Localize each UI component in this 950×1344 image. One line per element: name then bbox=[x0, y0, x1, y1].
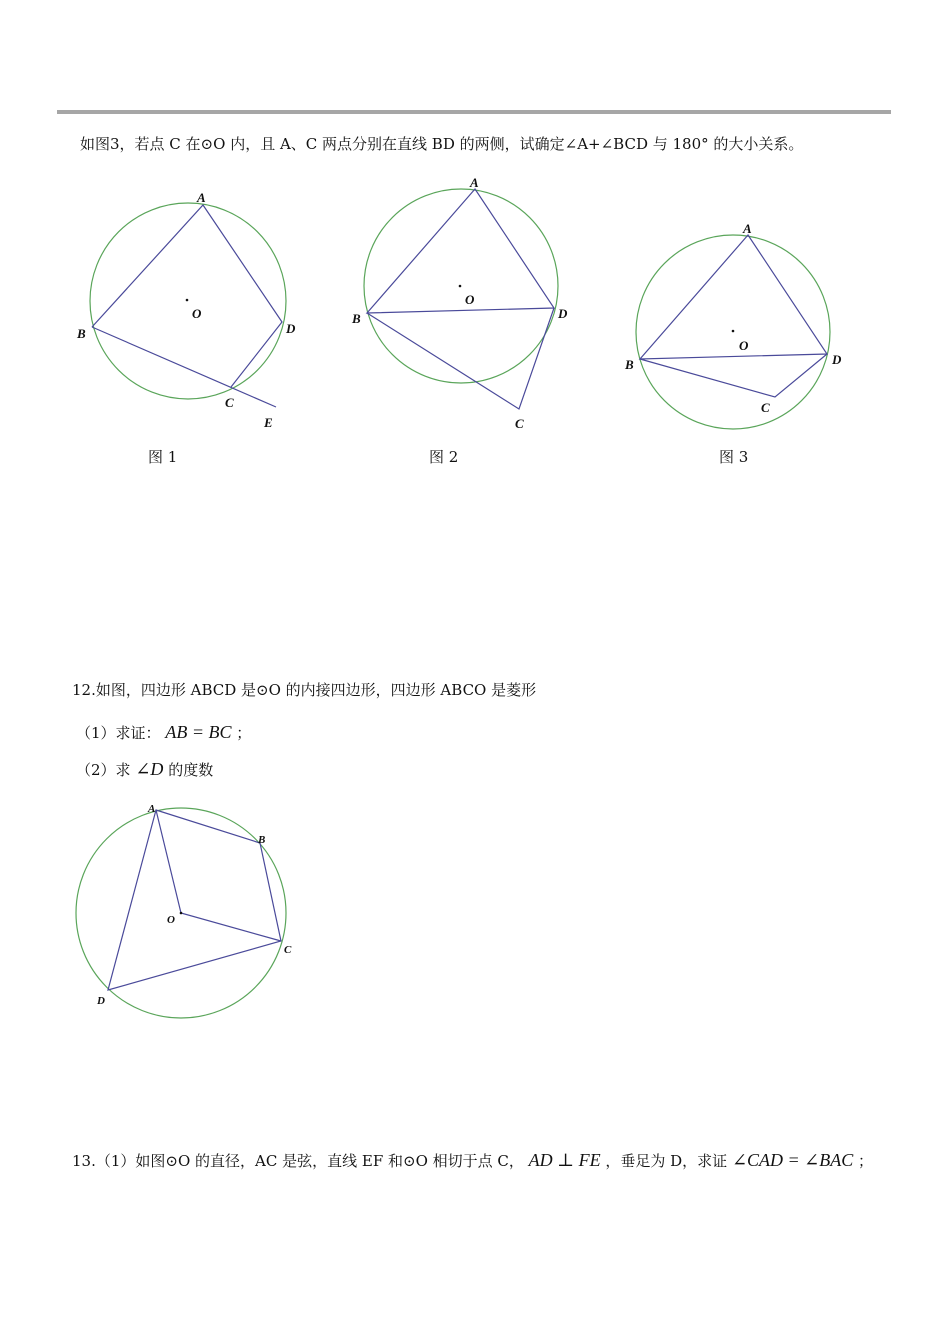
fig12-quad-abcd bbox=[108, 810, 281, 990]
fig1-label-a: A bbox=[197, 190, 206, 205]
q13-part1-a: 13.（1）如图⊙O 的直径，AC 是弦，直线 EF 和⊙O 相切于点 C， bbox=[72, 1152, 524, 1170]
fig12-label-a: A bbox=[148, 803, 156, 815]
fig3-label-c: C bbox=[761, 400, 770, 415]
q12-part2-prefix: （2）求 bbox=[76, 761, 131, 779]
q13-part1 bbox=[72, 1150, 873, 1171]
fig3-label-d: D bbox=[832, 352, 842, 367]
fig1-label-c: C bbox=[225, 395, 234, 410]
fig12-label-o: O bbox=[167, 914, 175, 926]
q12-part1-suffix: ； bbox=[236, 724, 252, 742]
fig1-label-d: D bbox=[286, 321, 296, 336]
fig1-label-b: B bbox=[77, 326, 86, 341]
fig1-label-o: O bbox=[192, 306, 202, 321]
fig12-label-c: C bbox=[284, 944, 292, 956]
q13-part1-c: ； bbox=[858, 1152, 874, 1170]
fig12-center-dot bbox=[180, 912, 183, 915]
fig1-label-e: E bbox=[264, 415, 273, 430]
fig3-label-o: O bbox=[739, 338, 749, 353]
fig2-label-d: D bbox=[558, 306, 568, 321]
fig3-label-b: B bbox=[625, 357, 634, 372]
fig12-label-b: B bbox=[258, 834, 266, 846]
q12-part2-math: ∠D bbox=[135, 759, 164, 779]
q12-part2-suffix: 的度数 bbox=[168, 761, 214, 779]
q11-intro-text: 如图3，若点 C 在⊙O 内，且 A、C 两点分别在直线 BD 的两侧，试确定∠A+∠BCD 与 180° 的大小关系。 bbox=[80, 135, 804, 153]
q12-part1-math: AB = BC bbox=[165, 722, 232, 742]
fig2-label-b: B bbox=[352, 311, 361, 326]
fig2-label-a: A bbox=[470, 175, 479, 190]
q13-part1-math1: AD ⊥ FE bbox=[528, 1150, 601, 1170]
fig2-caption: 图 2 bbox=[429, 448, 459, 466]
fig3-caption: 图 3 bbox=[719, 448, 749, 466]
q12-part1-prefix: （1）求证： bbox=[76, 724, 161, 742]
fig2-label-c: C bbox=[515, 416, 524, 431]
q13-part1-math2: ∠CAD = ∠BAC bbox=[731, 1150, 854, 1170]
fig1-caption: 图 1 bbox=[148, 448, 178, 466]
q12-stem: 12.如图，四边形 ABCD 是⊙O 的内接四边形，四边形 ABCO 是菱形 bbox=[72, 681, 537, 699]
fig3-label-a: A bbox=[743, 221, 752, 236]
fig12-label-d: D bbox=[97, 995, 105, 1007]
fig2-label-o: O bbox=[465, 292, 475, 307]
q13-part1-b: ，垂足为 D，求证 bbox=[605, 1152, 728, 1170]
